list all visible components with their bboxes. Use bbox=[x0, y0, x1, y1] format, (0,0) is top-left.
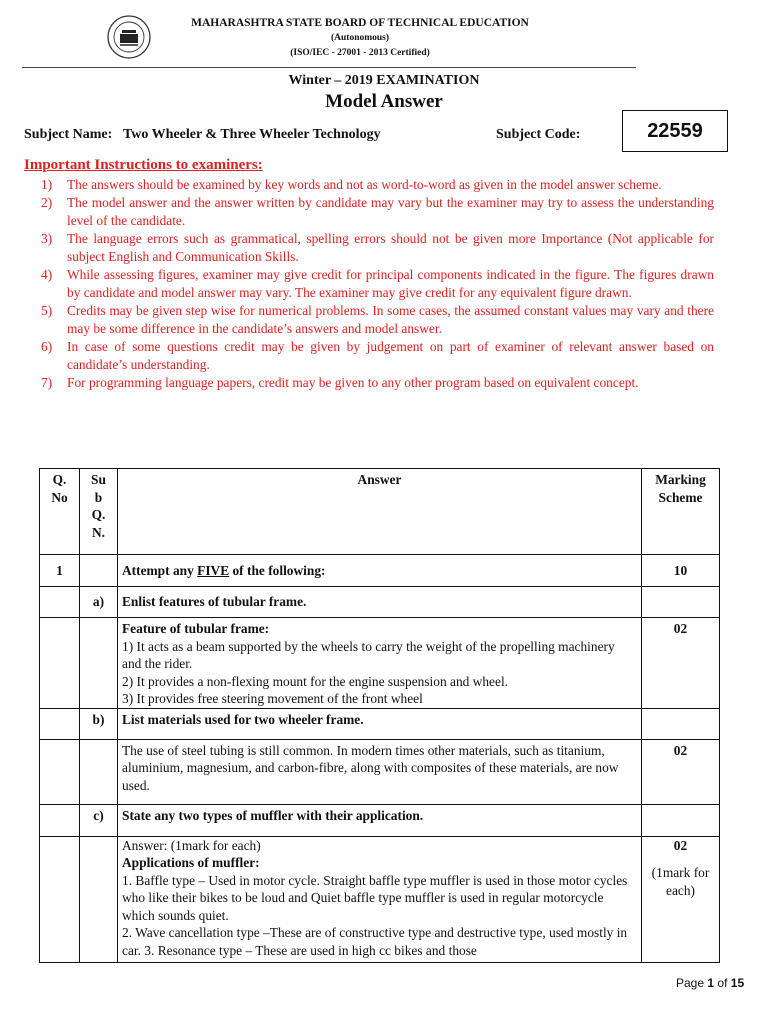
question-text: Attempt any FIVE of the following: bbox=[118, 555, 642, 587]
subject-code-label: Subject Code: bbox=[496, 127, 581, 142]
board-name: MAHARASHTRA STATE BOARD OF TECHNICAL EDUCATION bbox=[191, 17, 529, 29]
instructions-list bbox=[24, 176, 714, 392]
marks: 02 bbox=[642, 739, 720, 804]
table-row bbox=[40, 804, 720, 836]
header-qno: Q. No bbox=[40, 469, 80, 555]
header-answer: Answer bbox=[118, 469, 642, 555]
instruction-item: 2) The model answer and the answer written by candidate may vary but the examiner may try to assess the understanding level of the candidate. bbox=[41, 195, 714, 228]
exam-session: Winter – 2019 EXAMINATION bbox=[288, 73, 480, 88]
instruction-item: 6) In case of some questions credit may be given by judgement on part of examiner of relevant answer based on candidate’s understanding. bbox=[41, 339, 714, 372]
subject-name: Two Wheeler & Three Wheeler Technology bbox=[123, 127, 381, 142]
answer-cell: The use of steel tubing is still common. In modern times other materials, such as titanium, aluminium, magnesium, and carbon-fibre, along with composites of these materials, are now used. bbox=[118, 739, 642, 804]
instructions-title: Important Instructions to examiners: bbox=[24, 157, 263, 173]
marks: 02 bbox=[642, 618, 720, 709]
autonomous-label: (Autonomous) bbox=[330, 33, 390, 43]
subject-code: 22559 bbox=[647, 119, 703, 142]
subject-code-box bbox=[622, 110, 728, 152]
answer-cell: Feature of tubular frame: 1) It acts as a beam supported by the wheels to carry the weight of the propelling machinery and the rider. 2) It provides a non-flexing mount for the engine suspension and wheel. 3) It provides free steering movement of the front wheel bbox=[118, 618, 642, 709]
question-number: 1 bbox=[40, 555, 80, 587]
subject-label: Subject Name: bbox=[24, 127, 113, 142]
question-text: Enlist features of tubular frame. bbox=[118, 587, 642, 618]
table-row bbox=[40, 836, 720, 962]
sub-question-number: c) bbox=[80, 804, 118, 836]
board-header bbox=[170, 16, 550, 61]
question-text: State any two types of muffler with their application. bbox=[118, 804, 642, 836]
header-rule bbox=[22, 67, 636, 68]
table-header-row bbox=[40, 469, 720, 555]
answer-table bbox=[39, 468, 720, 963]
sub-question-number: b) bbox=[80, 708, 118, 739]
table-row bbox=[40, 555, 720, 587]
table-row bbox=[40, 739, 720, 804]
certification-label: (ISO/IEC - 27001 - 2013 Certified) bbox=[290, 48, 430, 58]
instruction-item: 5) Credits may be given step wise for numerical problems. In some cases, the assumed constant values may vary and there may be some difference in the candidate’s answers and model answer. bbox=[41, 303, 714, 336]
question-text: List materials used for two wheeler frame. bbox=[118, 708, 642, 739]
sub-question-number: a) bbox=[80, 587, 118, 618]
instruction-item: 3) The language errors such as grammatical, spelling errors should not be given more Importance (Not applicable for subject English and Communication Skills. bbox=[41, 231, 714, 264]
table-row bbox=[40, 618, 720, 709]
header-marking: Marking Scheme bbox=[642, 469, 720, 555]
document-title: Model Answer bbox=[325, 91, 443, 112]
marks: 02 (1mark for each) bbox=[642, 836, 720, 962]
table-row bbox=[40, 708, 720, 739]
header-subqno: Su b Q. N. bbox=[80, 469, 118, 555]
table-row bbox=[40, 587, 720, 618]
msbte-logo bbox=[106, 14, 152, 60]
marks: 10 bbox=[642, 555, 720, 587]
page-footer: Page 1 of 15 bbox=[676, 976, 745, 990]
instruction-item: 4) While assessing figures, examiner may give credit for principal components indicated in the figure. The figures drawn by candidate and model answer may vary. The examiner may give credit for any equivalent figure drawn. bbox=[41, 267, 714, 300]
instruction-item: 7) For programming language papers, credit may be given to any other program based on equivalent concept. bbox=[41, 375, 639, 390]
answer-cell: Answer: (1mark for each) Applications of muffler: 1. Baffle type – Used in motor cycle. Straight baffle type muffler is used in those motor cycles who like their bikes to be loud and Quiet baffle type muffler is used in regular motorcycle which sounds quiet. 2. Wave cancellation type –These are of constructive type and destructive type, used mostly in car. 3. Resonance type – These are used in high cc bikes and those bbox=[118, 836, 642, 962]
instruction-item: 1) The answers should be examined by key words and not as word-to-word as given in the model answer scheme. bbox=[41, 177, 662, 192]
